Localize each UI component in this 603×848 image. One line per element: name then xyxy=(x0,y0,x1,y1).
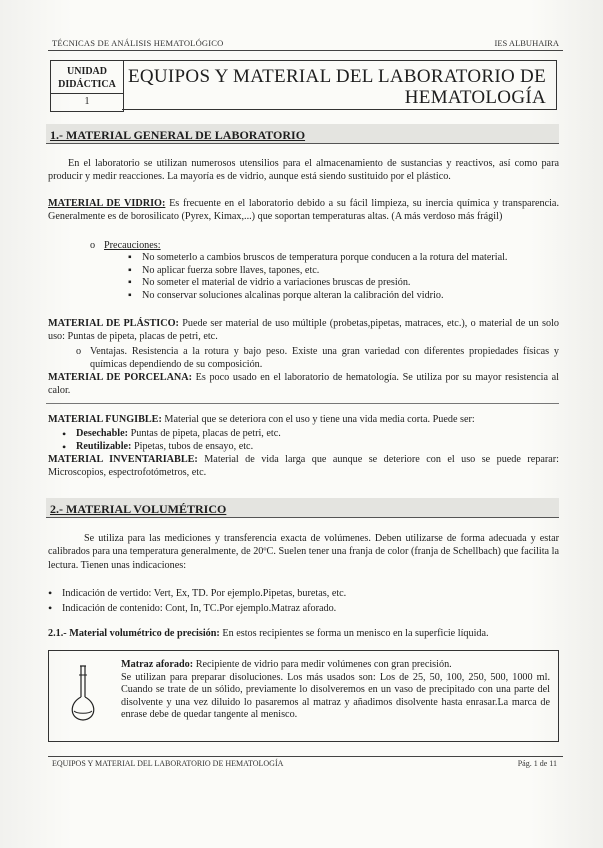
footer-left: EQUIPOS Y MATERIAL DEL LABORATORIO DE HEMATOLOGÍA xyxy=(52,759,284,768)
matraz-heading xyxy=(121,659,550,672)
matraz-text xyxy=(121,659,550,722)
matraz-label: Matraz aforado: xyxy=(121,659,194,670)
section-2-heading xyxy=(46,498,559,518)
section-1-heading xyxy=(46,124,559,144)
subsection-2-1 xyxy=(48,628,559,641)
vidrio-label: MATERIAL DE VIDRIO: xyxy=(48,198,166,209)
volumetric-flask-icon xyxy=(63,663,103,723)
precauciones-heading xyxy=(104,240,161,253)
precauciones-list xyxy=(128,252,559,302)
list-item: ▪ No aplicar fuerza sobre llaves, tapones, etc. xyxy=(128,265,559,278)
fungible-item-label: Desechable: xyxy=(76,428,129,439)
plastico-label: MATERIAL DE PLÁSTICO: xyxy=(48,318,179,329)
fungible-paragraph xyxy=(48,414,559,427)
precauciones-block xyxy=(104,240,161,253)
header-rule xyxy=(48,50,563,51)
unit-number: 1 xyxy=(51,93,123,108)
page-title xyxy=(122,60,557,110)
unit-label-2: DIDÁCTICA xyxy=(58,79,116,90)
divider xyxy=(46,403,559,404)
page-number: Pág. 1 de 11 xyxy=(517,759,557,768)
title-line-2: HEMATOLOGÍA xyxy=(404,87,546,108)
vidrio-text: Es frecuente en el laboratorio debido a su fácil limpieza, su inercia química y transparencia. Generalmente es de borosilicato (Pyrex, Kimax,...) que soportan temperaturas altas. (A más verdoso más frágil) xyxy=(48,198,559,222)
porcelana-paragraph xyxy=(48,372,559,397)
inventariable-label: MATERIAL INVENTARIABLE: xyxy=(48,454,198,465)
list-item: • Indicación de contenido: Cont, In, TC.Por ejemplo.Matraz aforado. xyxy=(48,601,559,616)
porcelana-label: MATERIAL DE PORCELANA: xyxy=(48,372,193,383)
header-right: IES ALBUHAIRA xyxy=(494,38,559,48)
subsection-2-1-text: En estos recipientes se forma un menisco en la superficie líquida. xyxy=(219,628,489,639)
list-item: ▪ No someter el material de vidrio a variaciones bruscas de presión. xyxy=(128,277,559,290)
header-left: TÉCNICAS DE ANÁLISIS HEMATOLÓGICO xyxy=(52,38,224,48)
indicaciones-list xyxy=(48,586,559,616)
vidrio-paragraph xyxy=(48,198,559,223)
list-item xyxy=(62,441,559,454)
matraz-aforado-box xyxy=(48,650,559,742)
fungible-label: MATERIAL FUNGIBLE: xyxy=(48,414,162,425)
ventajas-text: Ventajas. Resistencia a la rotura y bajo peso. Existe una gran variedad con diferentes propiedades físicas y químicas dependiendo de su composición. xyxy=(90,346,559,370)
footer-rule xyxy=(48,756,563,757)
plastico-paragraph xyxy=(48,318,559,343)
fungible-text: Material que se deteriora con el uso y tiene una vida media corta. Puede ser: xyxy=(161,414,475,425)
list-item: ▪ No conservar soluciones alcalinas porque alteran la calibración del vidrio. xyxy=(128,290,559,303)
section-2-intro: Se utiliza para las mediciones y transferencia exacta de volúmenes. Deben utilizarse de forma adecuada y estar calibrados para una temperatura generalmente, de 20ºC. Suelen tener una franja de color (franja de Schellbach) que facilita la lectura. Tienen unas indicaciones: xyxy=(48,533,559,571)
list-item: ▪ No someterlo a cambios bruscos de temperatura porque conducen a la rotura del material. xyxy=(128,252,559,265)
fungible-item-text: Puntas de pipeta, placas de petri, etc. xyxy=(128,428,281,439)
matraz-body: Se utilizan para preparar disoluciones. Los más usados son: Los de 25, 50, 100, 250, 500, 1000 ml. Cuando se trate de un sólido, previamente lo disolveremos en un vaso de precipitado con una parte del disolvente y una vez diluido lo pasaremos al matraz y añadimos disolvente hasta enrasar.La marca de enrase debe de quedar tangente al menisco. xyxy=(121,671,550,721)
subsection-2-1-label: 2.1.- Material volumétrico de precisión: xyxy=(48,628,220,639)
section-2-title: 2.- MATERIAL VOLUMÉTRICO xyxy=(50,502,227,516)
inventariable-paragraph xyxy=(48,454,559,479)
precauciones-label: Precauciones: xyxy=(104,240,161,251)
fungible-item-text: Pipetas, tubos de ensayo, etc. xyxy=(131,440,254,452)
plastico-text: Puede ser material de uso múltiple (probetas,pipetas, matraces, etc.), o material de un solo uso: Puntas de pipeta, placas de petri, etc. xyxy=(48,318,559,342)
fungible-list xyxy=(62,428,559,453)
list-item xyxy=(62,428,559,441)
porcelana-text: Es poco usado en el laboratorio de hematología. Se utiliza por su mayor resistencia al calor. xyxy=(48,372,559,396)
inventariable-text: Material de vida larga que aunque se deteriore con el uso se puede reparar: Microscopios, espectrofotómetros, etc. xyxy=(48,454,560,478)
title-line-1: EQUIPOS Y MATERIAL DEL LABORATORIO DE xyxy=(127,66,546,87)
fungible-item-label: Reutilizable: xyxy=(76,440,132,452)
ventajas-paragraph xyxy=(90,346,559,371)
section-1-intro: En el laboratorio se utilizan numerosos utensilios para el almacenamiento de sustancias y reactivos, así como para producir y medir reacciones. La mayoría es de vidrio, aunque está siendo sustituido por el plástico. xyxy=(48,158,559,182)
list-item: • Indicación de vertido: Vert, Ex, TD. Por ejemplo.Pipetas, buretas, etc. xyxy=(48,586,559,601)
unit-label: UNIDAD xyxy=(67,66,107,77)
unit-box xyxy=(50,60,124,112)
matraz-description: Recipiente de vidrio para medir volúmenes con gran precisión. xyxy=(193,659,452,670)
section-1-title: 1.- MATERIAL GENERAL DE LABORATORIO xyxy=(50,128,306,142)
